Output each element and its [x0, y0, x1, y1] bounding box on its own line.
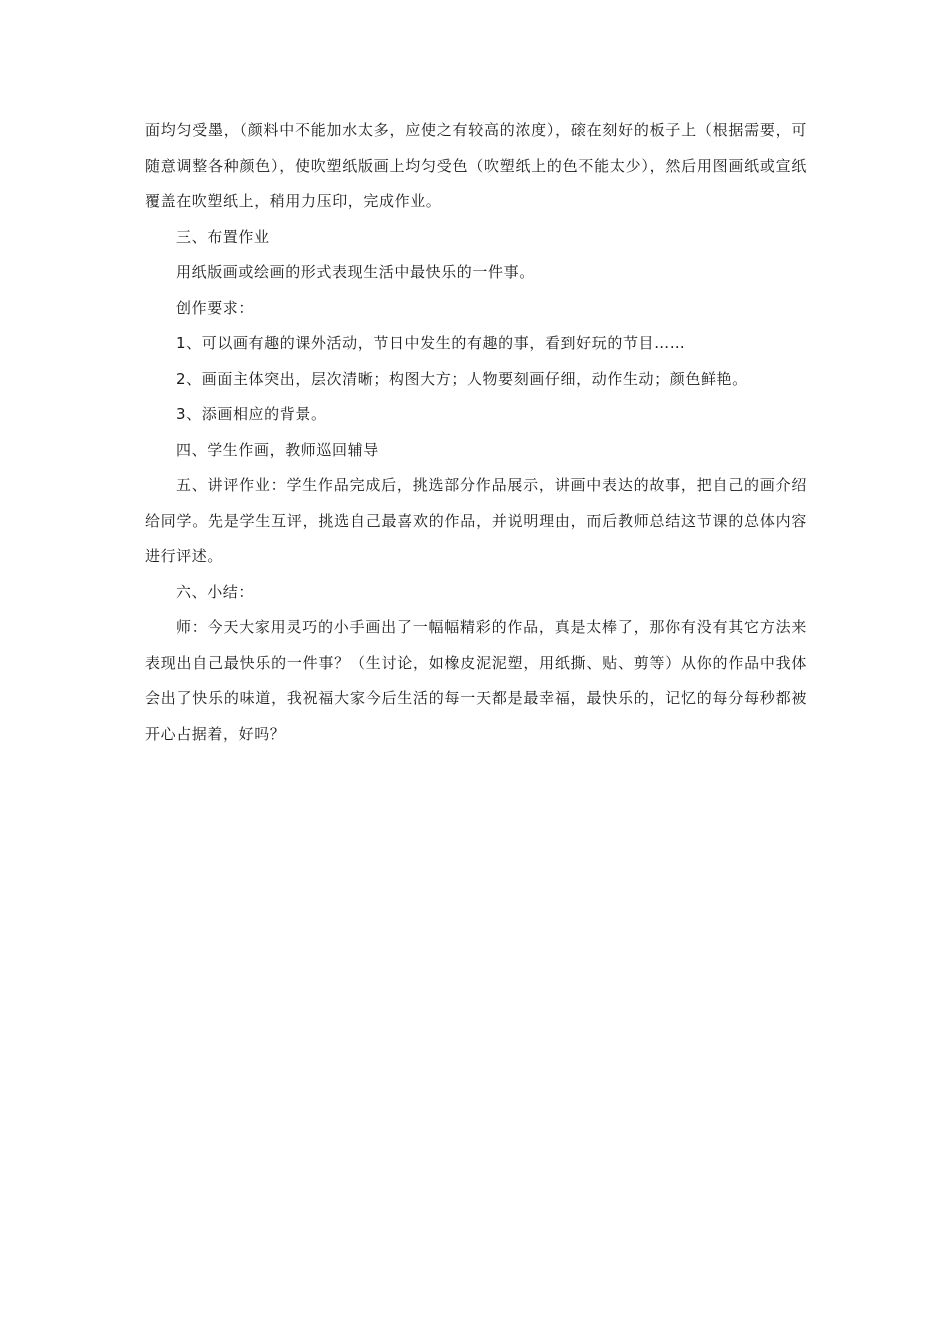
document-body: [145, 113, 807, 752]
heading-creation-requirements: 创作要求：: [176, 298, 255, 317]
paragraph-review-homework: 五、讲评作业：学生作品完成后，挑选部分作品展示，讲画中表达的故事，把自己的画介绍给同学。先是学生互评，挑选自己最喜欢的作品，并说明理由，而后教师总结这节课的总体内容进行评述。: [145, 476, 807, 565]
heading-summary: 六、小结：: [176, 582, 255, 601]
paragraph-printing-steps: 面均匀受墨，（颜料中不能加水太多，应使之有较高的浓度），磙在刻好的板子上（根据需要，可随意调整各种颜色），使吹塑纸版画上均匀受色（吹塑纸上的色不能太少），然后用图画纸或宣纸覆盖在吹塑纸上，稍用力压印，完成作业。: [145, 121, 807, 210]
heading-assign-homework: 三、布置作业: [176, 227, 270, 246]
requirement-item-1: 1、可以画有趣的课外活动，节日中发生的有趣的事，看到好玩的节目……: [176, 334, 686, 352]
requirement-item-3: 3、添画相应的背景。: [176, 405, 327, 423]
paragraph-homework-task: 用纸版画或绘画的形式表现生活中最快乐的一件事。: [176, 263, 535, 281]
paragraph-teacher-summary: 师：今天大家用灵巧的小手画出了一幅幅精彩的作品，真是太棒了，那你有没有其它方法来表现出自己最快乐的一件事？（生讨论，如橡皮泥泥塑，用纸撕、贴、剪等）从你的作品中我体会出了快乐的味道，我祝福大家今后生活的每一天都是最幸福，最快乐的，记忆的每分每秒都被开心占据着，好吗？: [145, 618, 807, 743]
requirement-item-2: 2、画面主体突出，层次清晰；构图大方；人物要刻画仔细，动作生动；颜色鲜艳。: [176, 369, 748, 388]
heading-student-drawing: 四、学生作画，教师巡回辅导: [176, 440, 379, 459]
